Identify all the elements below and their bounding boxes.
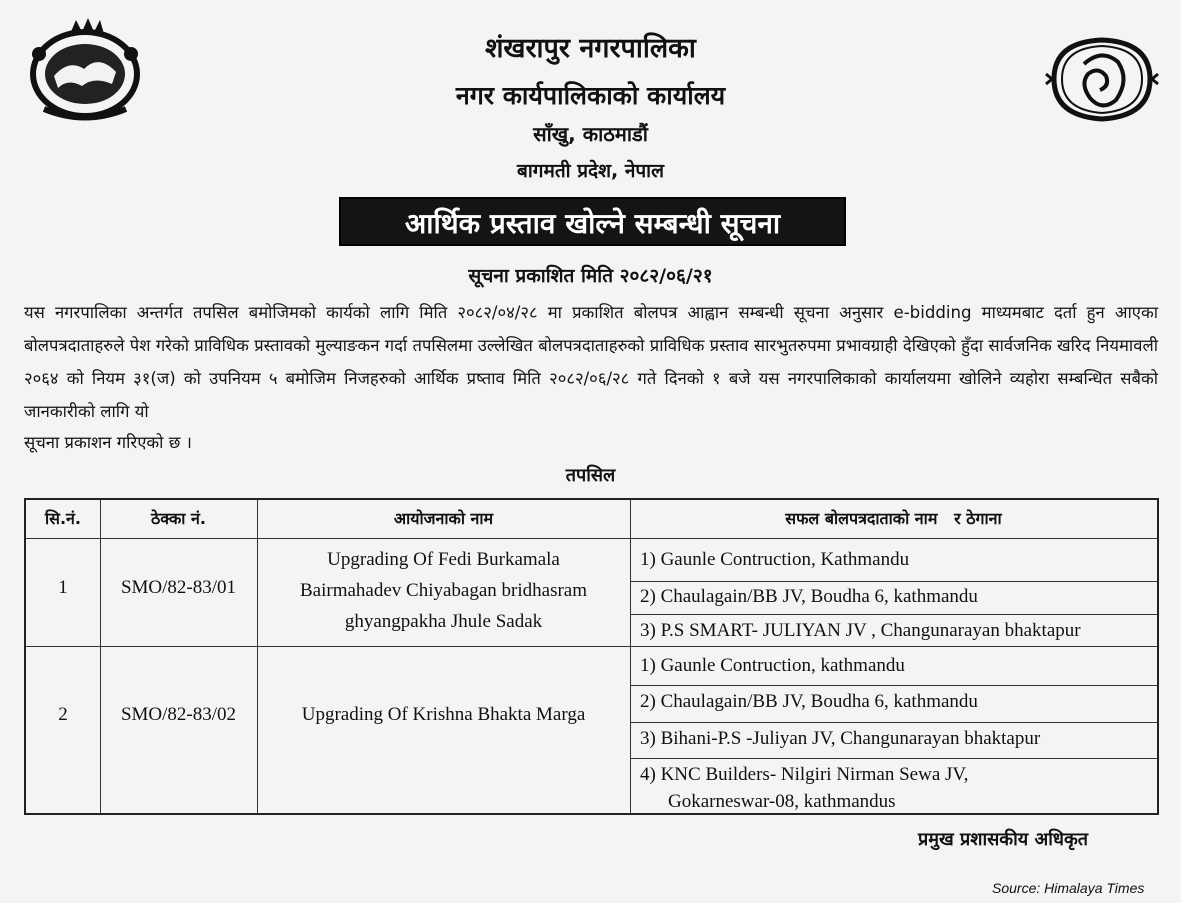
- row1-bidder: 3) P.S SMART- JULIYAN JV , Changunarayan bhaktapur: [640, 620, 1081, 641]
- table-divider: [630, 722, 1157, 723]
- signature: प्रमुख प्रशासकीय अधिकृत: [918, 829, 1089, 850]
- table-divider: [26, 538, 1157, 539]
- table-divider: [26, 646, 1157, 647]
- row2-sn: 2: [58, 704, 68, 725]
- notice-title: आर्थिक प्रस्ताव खोल्ने सम्बन्धी सूचना: [339, 197, 846, 246]
- municipality-name: शंखरापुर नगरपालिका: [485, 33, 696, 64]
- office-name: नगर कार्यपालिकाको कार्यालय: [455, 81, 726, 110]
- table-divider: [100, 500, 101, 813]
- table-divider: [630, 581, 1157, 582]
- row1-project-line: Bairmahadev Chiyabagan bridhasram: [299, 580, 587, 601]
- row1-bidder: 1) Gaunle Contruction, Kathmandu: [640, 549, 910, 570]
- row2-contract-no: SMO/82-83/02: [120, 704, 237, 725]
- row2-bidder: 3) Bihani-P.S -Juliyan JV, Changunarayan bhaktapur: [640, 728, 1041, 749]
- province-country: बागमती प्रदेश, नेपाल: [517, 160, 664, 182]
- row2-bidder: 2) Chaulagain/BB JV, Boudha 6, kathmandu: [640, 691, 978, 712]
- table-divider: [630, 685, 1157, 686]
- row1-project-line: ghyangpakha Jhule Sadak: [344, 611, 543, 632]
- header-bidder-name: सफल बोलपत्रदाताको नाम र ठेगाना: [785, 509, 1002, 528]
- header-sn: सि.नं.: [45, 509, 81, 528]
- row1-project-line: Upgrading Of Fedi Burkamala: [327, 549, 560, 570]
- row2-bidder: 4) KNC Builders- Nilgiri Nirman Sewa JV,: [640, 764, 969, 785]
- row2-bidder: 1) Gaunle Contruction, kathmandu: [640, 655, 905, 676]
- notice-body: यस नगरपालिका अन्तर्गत तपसिल बमोजिमको कार्यको लागि मिति २०८२/०४/२८ मा प्रकाशित बोलपत्र आह्वान सम्बन्धी सूचना अनुसार e-bidding माध्यमबाट दर्ता हुन आएका बोलपत्रदाताहरुले पेश गरेको प्राविधिक प्रस्तावको मुल्याङकन गर्दा तपसिलमा उल्लेखित बोलपत्रदाताहरुको प्राविधिक प्रस्ताव सारभुतरुपमा प्रभावग्राही देखिएको हुँदा सार्वजनिक खरिद नियमावली २०६४ को नियम ३१(ज) को उपनियम ५ बमोजिम निजहरुको आर्थिक प्रष्ताव मिति २०८२/०६/२८ गते दिनको १ बजे यस नगरपालिकाको कार्यालयमा खोलिने व्यहोरा सम्बन्धित सबैको जानकारीको लागि यो: [24, 303, 1158, 421]
- row1-contract-no: SMO/82-83/01: [120, 577, 237, 598]
- header-contract-no: ठेक्का नं.: [151, 509, 206, 528]
- schedule-heading: तपसिल: [565, 465, 616, 486]
- bid-table: [24, 498, 1159, 815]
- table-divider: [630, 614, 1157, 615]
- office-location: साँखु, काठमाडौं: [533, 122, 648, 146]
- header-project-name: आयोजनाको नाम: [393, 509, 494, 528]
- published-date: सूचना प्रकाशित मिति २०८२/०६/२१: [468, 265, 713, 287]
- table-divider: [630, 758, 1157, 759]
- row2-bidder: Gokarneswar-08, kathmandus: [668, 791, 896, 812]
- source-credit: Source: Himalaya Times: [992, 880, 1145, 896]
- notice-body-end: सूचना प्रकाशन गरिएको छ ।: [24, 433, 192, 452]
- table-divider: [630, 500, 631, 813]
- row1-bidder: 2) Chaulagain/BB JV, Boudha 6, kathmandu: [640, 586, 978, 607]
- table-divider: [257, 500, 258, 813]
- row1-sn: 1: [58, 577, 68, 598]
- row2-project-line: Upgrading Of Krishna Bhakta Marga: [301, 704, 586, 725]
